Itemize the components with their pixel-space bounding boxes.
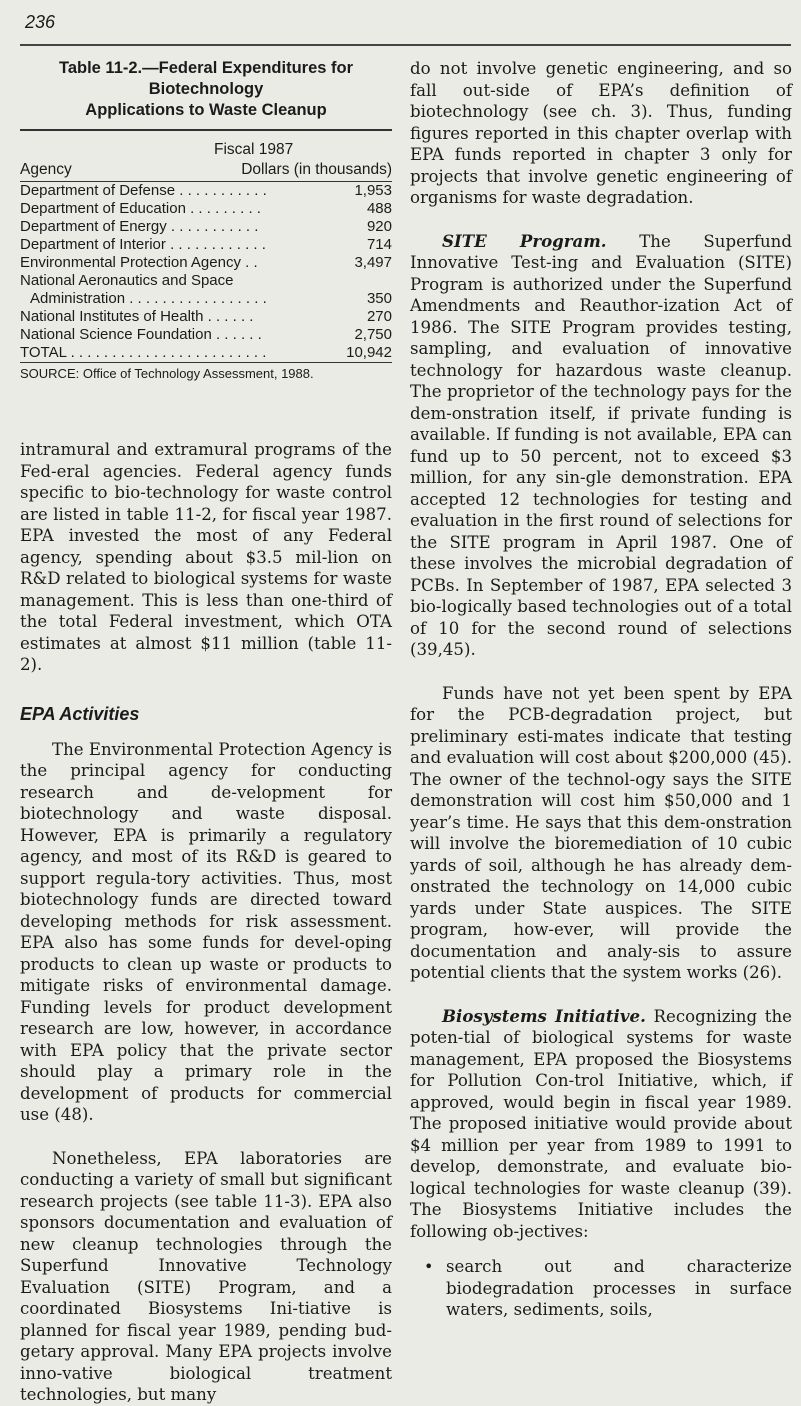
agency-cell: Department of Interior . . . . . . . . . . . . (20, 236, 266, 253)
agency-cell: Department of Energy . . . . . . . . . . . (20, 218, 259, 235)
agency-cell: National Institutes of Health . . . . . . (20, 308, 254, 325)
fiscal-year-header: Fiscal 1987 (214, 141, 294, 158)
dollars-cell (307, 272, 392, 290)
column-header-dollars: Dollars (in thousands) (241, 161, 392, 178)
table-column-headers (20, 161, 392, 179)
dollars-cell: 350 (366, 290, 392, 307)
dollars-cell: 714 (366, 236, 392, 253)
agency-cell: National Science Foundation . . . . . . (20, 326, 262, 343)
table-top-rule (20, 129, 392, 131)
section-heading-epa-activities: EPA Activities (20, 703, 140, 724)
table-title-line-1: Table 11-2.—Federal Expenditures for Biotechnology (58, 59, 354, 98)
paragraph-pcb-degradation: Funds have not yet been spent by EPA for the PCB-degradation project, but preliminary esti-mates indicate that testing and evaluation will cost about $200,000 (45). The owner of the technol-ogy says the SITE demonstration will cost him $50,000 and 1 year’s time. He says that this dem-onstration will involve the bioremediation of 10 cubic yards of soil, although he has already dem-onstrated the technology on 14,000 cubic yards under State auspices. The SITE program, how-ever, will provide the documentation and analy-sis to assure potential clients that the system works (26). (410, 683, 792, 982)
agency-cell: Environmental Protection Agency . . (20, 254, 258, 271)
table-source: SOURCE: Office of Technology Assessment, 1988. (20, 366, 314, 381)
table-title-line-2: Applications to Waste Cleanup (85, 101, 327, 119)
site-program-text: The Superfund Innovative Test-ing and Evaluation (SITE) Program is authorized under the Superfund Amendments and Reauthor-ization Act of 1986. The SITE Program provides testing, sampling, and evaluation of innovative technology for hazardous waste cleanup. The proprietor of the technology pays for the dem-onstration itself, if private funding is available. If funding is not available, EPA can fund up to 50 percent, not to exceed $3 million, for any sin-gle demonstration. EPA accepted 12 technologies for testing and evaluation in the first round of selections for the SITE program in April 1987. One of these involves the microbial degradation of PCBs. In September of 1987, EPA selected 3 bio-logically based technologies out of a total of 10 for the second round of selections (39,45). (410, 231, 792, 659)
column-header-agency: Agency (20, 161, 72, 178)
agency-cell: Department of Defense . . . . . . . . . . . (20, 182, 267, 199)
dollars-cell: 270 (366, 308, 392, 325)
table-row (20, 272, 392, 290)
dollars-cell: 920 (366, 218, 392, 235)
table-row (20, 290, 392, 308)
run-in-heading-biosystems: Biosystems Initiative. (442, 1005, 646, 1026)
page-number: 236 (25, 12, 56, 32)
paragraph-epa-principal-agency: The Environmental Protection Agency is the principal agency for conducting research and de-velopment for biotechnology and waste disposal. However, EPA is primarily a regulatory agency, and most of its R&D is geared to support regula-tory activities. Thus, most biotechnology funds are directed toward developing methods for risk assessment. EPA also has some funds for devel-oping products to clean up waste or products to mitigate risks of environmental damage. Funding levels for product development research are low, however, in accordance with EPA policy that the private sector should play a primary role in the development of products for commercial use (48). (20, 739, 393, 1124)
table-row (20, 308, 392, 326)
dollars-cell: 488 (366, 200, 392, 217)
dollars-cell: 10,942 (346, 344, 392, 361)
table-row (20, 254, 392, 272)
bullet-icon: • (424, 1257, 434, 1276)
agency-cell: Administration . . . . . . . . . . . . . . . . . (30, 290, 267, 307)
dollars-cell: 3,497 (354, 254, 392, 271)
bullet-text: search out and characterize biodegradation processes in surface waters, sediments, soils, (446, 1257, 792, 1319)
agency-cell: National Aeronautics and Space (20, 272, 234, 289)
table-row (20, 326, 392, 344)
paragraph-genetic-engineering: do not involve genetic engineering, and so fall out-side of EPA’s definition of biotechnology (see ch. 3). Thus, funding figures reported in this chapter overlap with EPA funds reported in chapter 3 only for projects that involve genetic engineering of organisms for waste degradation. (410, 59, 792, 207)
dollars-cell: 2,750 (354, 326, 392, 343)
dollars-cell: 1,953 (354, 182, 392, 199)
header-rule (20, 44, 791, 46)
table-bottom-rule (20, 362, 392, 363)
left-column (20, 58, 392, 1406)
run-in-heading-site-program: SITE Program. (442, 230, 607, 251)
right-column (410, 58, 792, 1321)
paragraph-epa-laboratories: Nonetheless, EPA laboratories are conducting a variety of small but significant research projects (see table 11-3). EPA also sponsors documentation and evaluation of new cleanup technologies through the Superfund Innovative Technology Evaluation (SITE) Program, and a coordinated Biosystems Ini-tiative is planned for fiscal year 1989, pending bud-getary approval. Many EPA projects involve inno-vative biological treatment technologies, but many (20, 1148, 392, 1404)
table-row (20, 344, 392, 362)
table-row (20, 200, 392, 218)
expenditures-table-body (20, 182, 392, 362)
paragraph-site-program (410, 231, 792, 661)
table-row (20, 182, 392, 200)
paragraph-biosystems-initiative (410, 1006, 792, 1243)
paragraph-funding-intro: intramural and extramural programs of the Fed-eral agencies. Federal agency funds specific to bio-technology for waste control are listed in table 11-2, for fiscal year 1987. EPA invested the most of any Federal agency, spending about $3.5 mil-lion on R&D related to biological systems for waste management. This is less than one-third of the total Federal investment, which OTA estimates at almost $11 million (table 11-2). (20, 440, 392, 674)
table-title (20, 58, 392, 121)
agency-cell: TOTAL . . . . . . . . . . . . . . . . . . . . . . . . (20, 344, 267, 361)
table-row (20, 218, 392, 236)
table-row (20, 236, 392, 254)
agency-cell: Department of Education . . . . . . . . . (20, 200, 261, 217)
biosystems-text: Recognizing the poten-tial of biological systems for waste management, EPA proposed the Biosystems for Pollution Con-trol Initiative, which, if approved, would begin in fiscal year 1989. The proposed initiative would provide about $4 million per year from 1989 to 1991 to develop, demonstrate, and evaluate bio-logical technologies for waste cleanup (39). The Biosystems Initiative includes the following ob-jectives: (410, 1006, 792, 1241)
list-item (410, 1256, 792, 1321)
expenditures-table (20, 58, 392, 381)
